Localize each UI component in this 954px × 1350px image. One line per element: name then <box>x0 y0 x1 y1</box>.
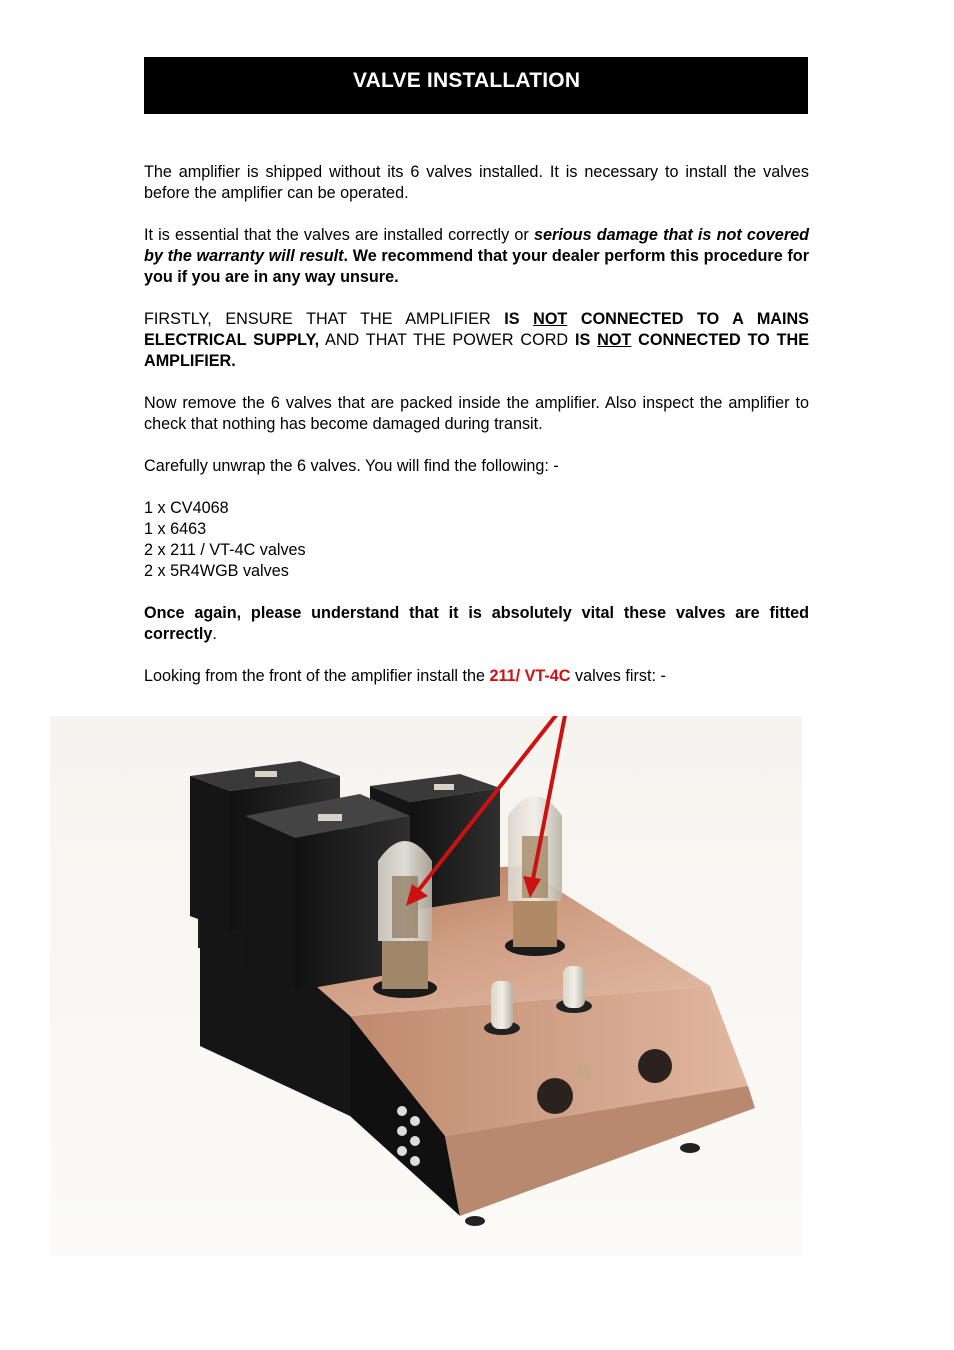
valve-highlight: 211/ VT-4C <box>489 667 571 685</box>
warranty-warning: serious damage that is not covered by the warranty will result <box>144 226 810 265</box>
power-safety-paragraph <box>144 309 809 372</box>
vital-text: Once again, please understand that it is absolutely vital these valves are fitted correctly <box>144 604 809 643</box>
safety-not-1: NOT <box>533 310 568 328</box>
safety-text-1: FIRSTLY, ENSURE THAT THE AMPLIFIER <box>144 310 505 328</box>
install-order-paragraph <box>144 666 809 687</box>
vital-end: . <box>212 625 217 643</box>
amplifier-photo <box>50 716 802 1256</box>
vital-paragraph <box>144 603 809 645</box>
section-header <box>144 57 808 114</box>
valve-list <box>144 498 809 582</box>
safety-text-2: IS <box>504 310 534 328</box>
safety-text-8: CONNECTED TO THE AMPLIFIER. <box>144 331 810 370</box>
valve-211-left <box>373 841 437 998</box>
safety-text-4: CONNECTED TO A MAINS ELECTRICAL SUPPLY, <box>144 310 809 349</box>
safety-text-6: IS <box>574 331 598 349</box>
list-item: 2 x 211 / VT-4C valves <box>144 541 306 559</box>
remove-valves-paragraph: Now remove the 6 valves that are packed inside the amplifier. Also inspect the amplifier to check that nothing has become damaged during transit. <box>144 394 809 433</box>
list-item: 1 x 6463 <box>144 520 207 538</box>
list-item: 1 x CV4068 <box>144 499 229 517</box>
dealer-recommendation: . We recommend that your dealer perform this procedure for you if you are in any way unsure. <box>144 247 809 286</box>
list-item: 2 x 5R4WGB valves <box>144 562 289 580</box>
install-text-after: valves first: - <box>570 667 666 685</box>
document-body <box>144 162 809 708</box>
warning-text: It is essential that the valves are installed correctly or <box>144 226 534 244</box>
safety-text-5: AND THAT THE POWER CORD <box>319 331 575 349</box>
warning-paragraph <box>144 225 809 288</box>
install-text-before: Looking from the front of the amplifier install the <box>144 667 490 685</box>
unwrap-paragraph: Carefully unwrap the 6 valves. You will find the following: - <box>144 457 559 475</box>
section-title: VALVE INSTALLATION <box>353 69 581 92</box>
safety-not-2: NOT <box>597 331 632 349</box>
intro-paragraph: The amplifier is shipped without its 6 valves installed. It is necessary to install the valves before the amplifier can be operated. <box>144 163 809 202</box>
